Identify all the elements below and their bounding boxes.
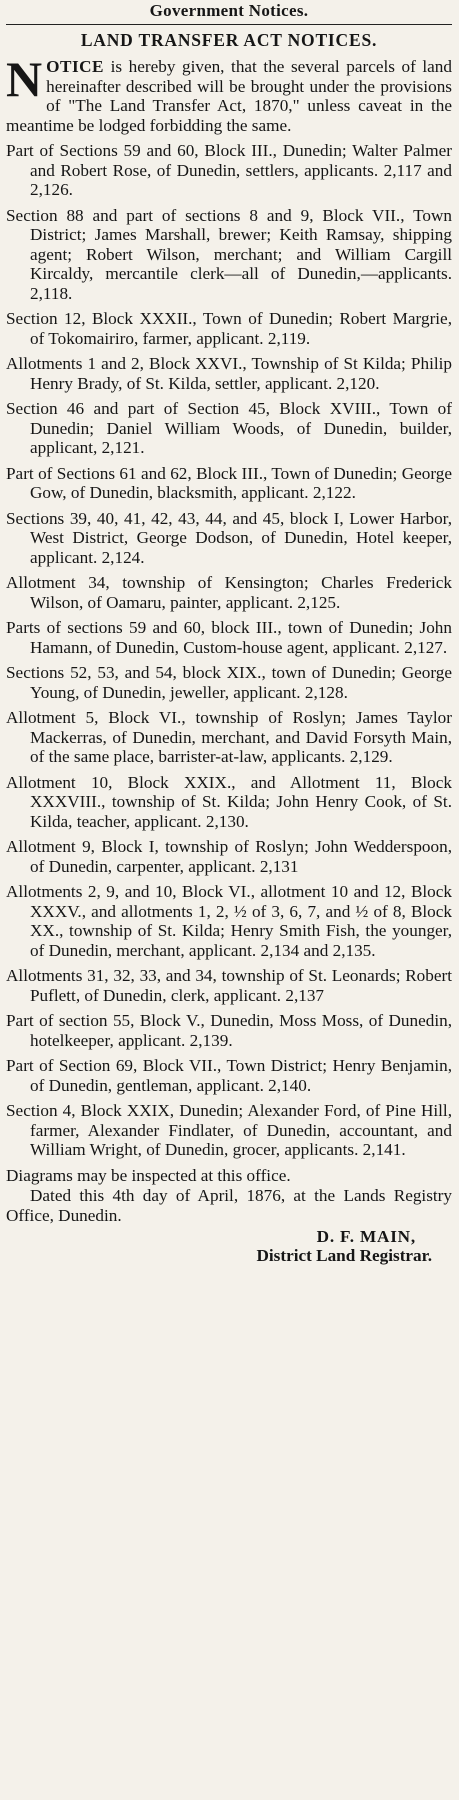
notice-item: Allotment 34, township of Kensington; Charles Frederick Wilson, of Oamaru, painter, applicant. 2,125. [6, 573, 452, 612]
notice-item: Section 4, Block XXIX, Dunedin; Alexander Ford, of Pine Hill, farmer, Alexander Findlater, of Dunedin, accountant, and William Wright, of Dunedin, grocer, applicants. 2,141. [6, 1101, 452, 1159]
drop-cap: N [6, 51, 43, 107]
notice-item: Part of Sections 59 and 60, Block III., Dunedin; Walter Palmer and Robert Rose, of Dunedin, settlers, applicants. 2,117 and 2,126. [6, 141, 452, 199]
intro-first-word: OTICE [46, 57, 105, 76]
notices-title: LAND TRANSFER ACT NOTICES. [80, 30, 378, 50]
notice-item: Parts of sections 59 and 60, block III., town of Dunedin; John Hamann, of Dunedin, Custom-house agent, applicant. 2,127. [6, 618, 452, 657]
notice-item: Allotment 5, Block VI., township of Roslyn; James Taylor Mackerras, of Dunedin, merchant, and David Forsyth Main, of the same place, barrister-at-law, applicants. 2,129. [6, 708, 452, 766]
notice-item: Section 46 and part of Section 45, Block XVIII., Town of Dunedin; Daniel William Woods, of Dunedin, builder, applicant, 2,121. [6, 399, 452, 457]
signature-block [6, 1227, 452, 1265]
intro-paragraph [6, 51, 452, 135]
notice-item: Allotments 31, 32, 33, and 34, township of St. Leonards; Robert Puflett, of Dunedin, clerk, applicant. 2,137 [6, 966, 452, 1005]
notice-item: Part of section 55, Block V., Dunedin, Moss Moss, of Dunedin, hotelkeeper, applicant. 2,139. [6, 1011, 452, 1050]
intro-text: is hereby given, that the several parcels of land hereinafter described will be brought under the provisions of "The Land Transfer Act, 1870," unless caveat in the meantime be lodged forbidding the same. [6, 57, 452, 135]
notice-item: Section 12, Block XXXII., Town of Dunedin; Robert Margrie, of Tokomairiro, farmer, applicant. 2,119. [6, 309, 452, 348]
notice-item: Allotment 10, Block XXIX., and Allotment 11, Block XXXVIII., township of St. Kilda; John Henry Cook, of St. Kilda, teacher, applicant. 2,130. [6, 772, 452, 831]
notice-item: Sections 39, 40, 41, 42, 43, 44, and 45, block I, Lower Harbor, West District, George Dodson, of Dunedin, Hotel keeper, applicant. 2,124. [6, 508, 452, 567]
notice-item: Allotment 9, Block I, township of Roslyn; John Wedderspoon, of Dunedin, carpenter, applicant. 2,131 [6, 837, 452, 876]
notice-item: Part of Sections 61 and 62, Block III., Town of Dunedin; George Gow, of Dunedin, blacksmith, applicant. 2,122. [6, 463, 452, 502]
signature-title: District Land Registrar. [256, 1246, 432, 1265]
signature-name: D. F. MAIN, [316, 1227, 416, 1246]
notice-item: Part of Section 69, Block VII., Town District; Henry Benjamin, of Dunedin, gentleman, applicant. 2,140. [6, 1056, 452, 1095]
notice-list [6, 141, 452, 1160]
diagrams-note: Diagrams may be inspected at this office. [6, 1165, 291, 1185]
notice-item: Allotments 1 and 2, Block XXVI., Township of St Kilda; Philip Henry Brady, of St. Kilda, settler, applicant. 2,120. [6, 354, 452, 393]
notice-item: Allotments 2, 9, and 10, Block VI., allotment 10 and 12, Block XXXV., and allotments 1, 2, ½ of 3, 6, 7, and ½ of 8, Block XX., township of St. Kilda; Henry Smith Fish, the younger, of Dunedin, merchant, applicant. 2,134 and 2,135. [6, 882, 452, 960]
notice-item: Section 88 and part of sections 8 and 9, Block VII., Town District; James Marshall, brewer; Keith Ramsay, shipping agent; Robert Wilson, merchant; and William Cargill Kircaldy, mercantile clerk—all of Dunedin,—applicants. 2,118. [6, 205, 452, 303]
notice-item: Sections 52, 53, and 54, block XIX., town of Dunedin; George Young, of Dunedin, jeweller, applicant. 2,128. [6, 663, 452, 702]
dated-line: Dated this 4th day of April, 1876, at the Lands Registry Office, Dunedin. [6, 1186, 452, 1225]
header-rule [6, 24, 452, 25]
section-header: Government Notices. [149, 1, 309, 20]
